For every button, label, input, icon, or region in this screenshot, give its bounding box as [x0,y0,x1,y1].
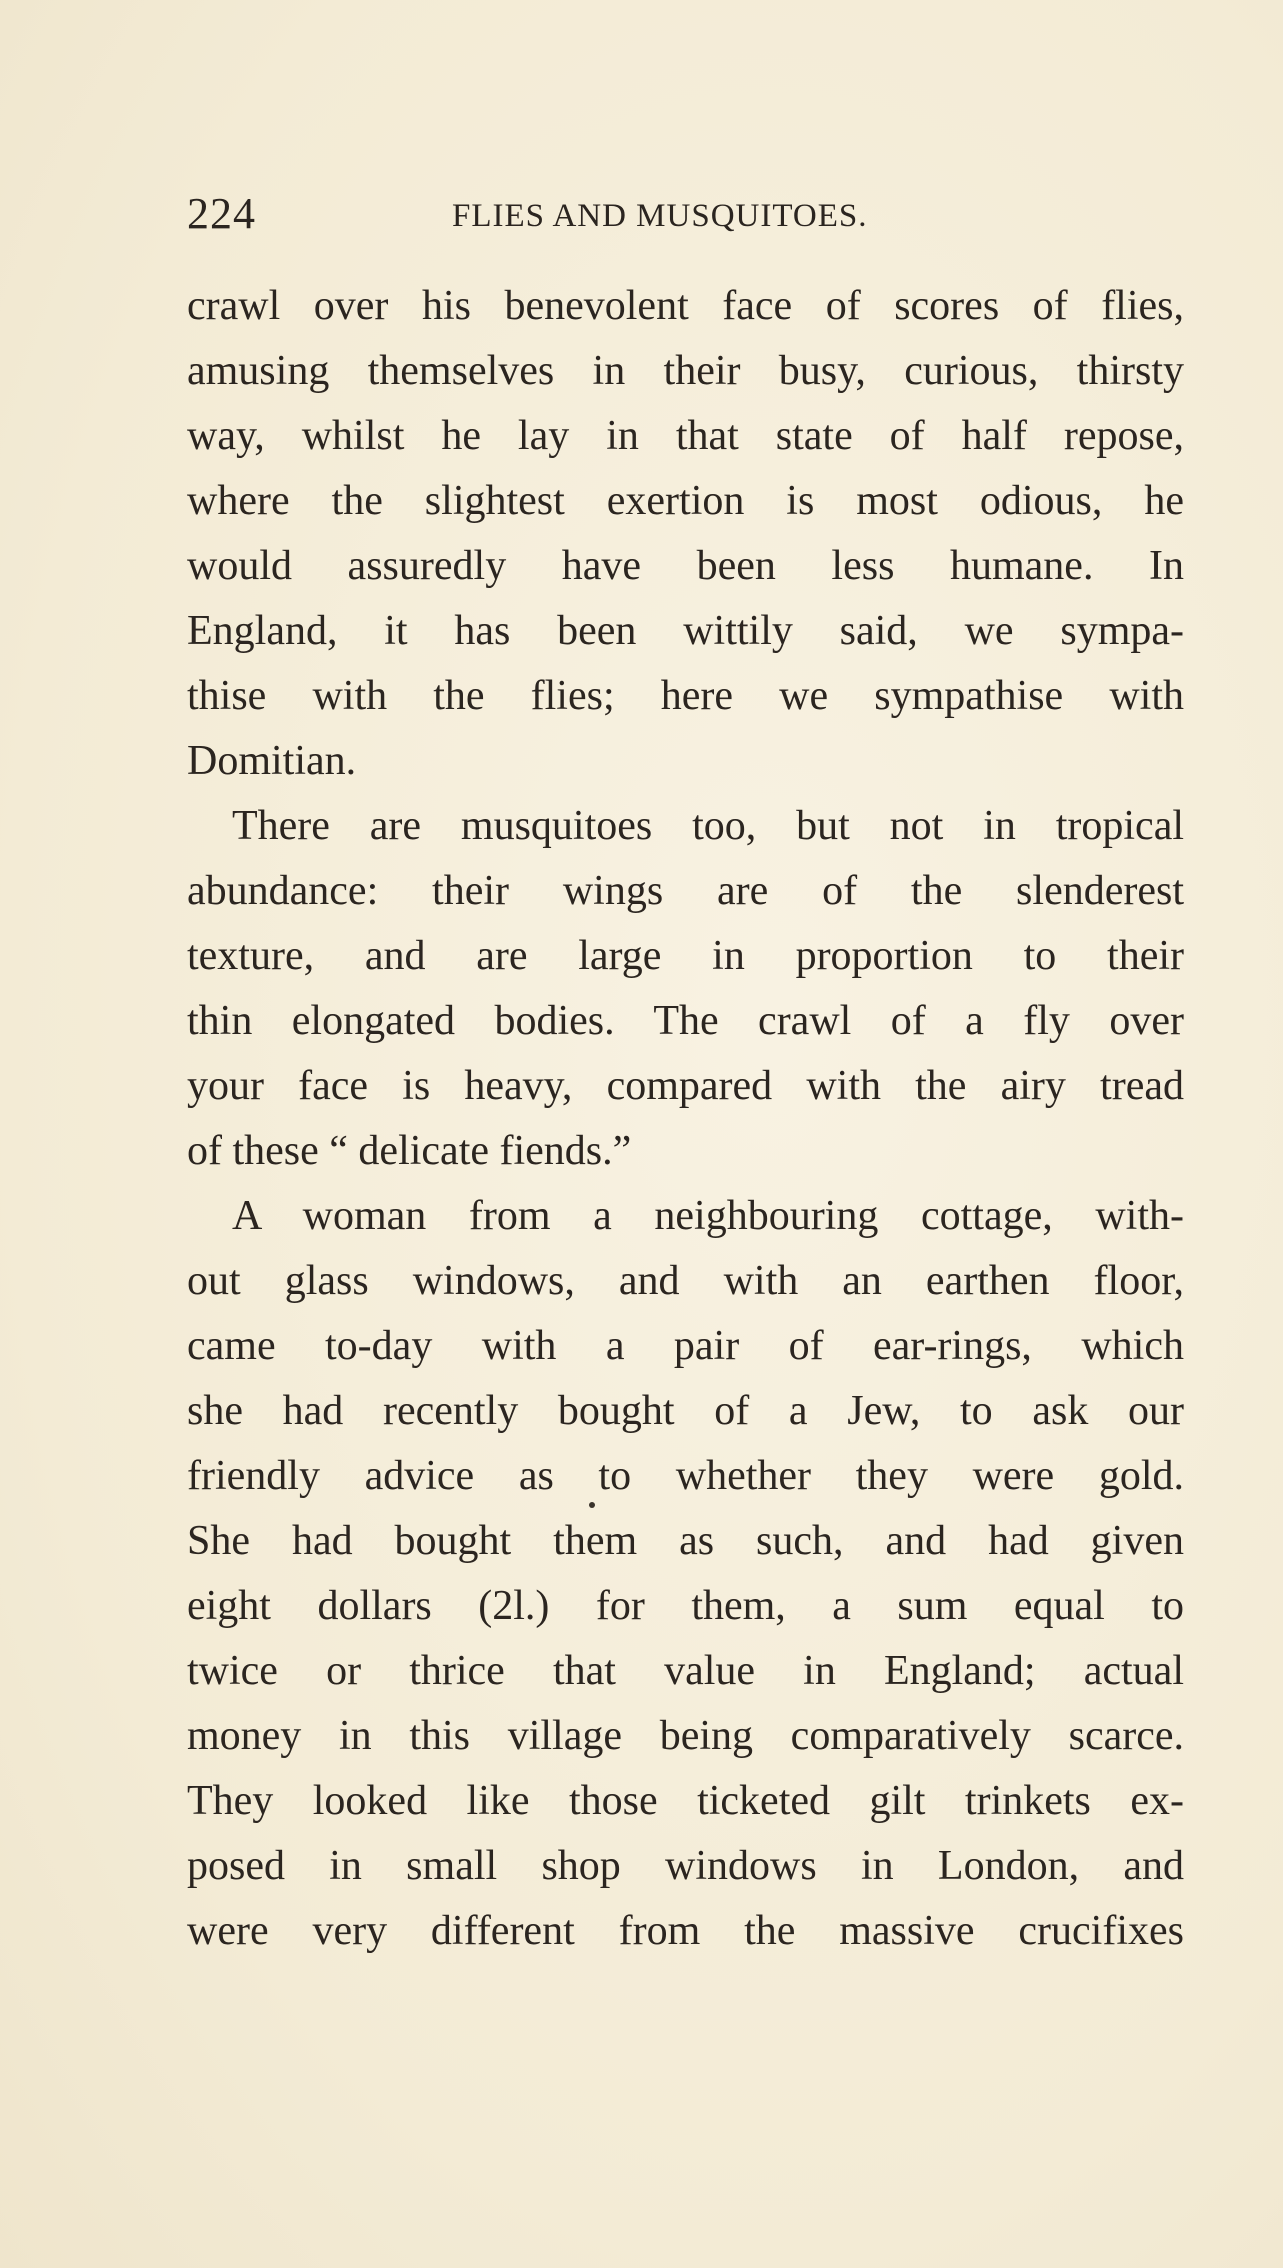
text-line: she had recently bought of a Jew, to ask our [187,1388,1184,1434]
text-line: of these “ delicate fiends.” [187,1128,632,1174]
text-line: eight dollars (2l.) for them, a sum equal to [187,1583,1184,1629]
text-line: texture, and are large in proportion to their [187,933,1184,979]
text-line: were very different from the massive crucifixes [187,1908,1184,1954]
paragraph-2 [187,794,1184,1184]
ink-speck [589,1502,595,1508]
text-line: would assuredly have been less humane. In [187,543,1184,589]
running-title: FLIES AND MUSQUITOES. [452,198,868,234]
text-line: thise with the flies; here we sympathise with [187,673,1184,719]
text-line: money in this village being comparatively scarce. [187,1713,1184,1759]
text-line: abundance: their wings are of the slenderest [187,868,1184,914]
paragraph-3 [187,1184,1184,1964]
text-line: twice or thrice that value in England; actual [187,1648,1184,1694]
text-line: They looked like those ticketed gilt trinkets ex- [187,1778,1184,1824]
text-line: out glass windows, and with an earthen floor, [187,1258,1184,1304]
text-line: friendly advice as to whether they were gold. [187,1453,1184,1499]
text-line: There are musquitoes too, but not in tropical [232,803,1184,849]
text-line: posed in small shop windows in London, and [187,1843,1184,1889]
page-number: 224 [187,189,256,238]
text-line: where the slightest exertion is most odious, he [187,478,1184,524]
page-header [187,188,1184,248]
text-line: crawl over his benevolent face of scores of flies, [187,283,1184,329]
text-line: came to-day with a pair of ear-rings, which [187,1323,1184,1369]
paragraph-1 [187,274,1184,794]
text-line: She had bought them as such, and had given [187,1518,1184,1564]
text-line: amusing themselves in their busy, curious, thirsty [187,348,1184,394]
text-line: A woman from a neighbouring cottage, with- [232,1193,1184,1239]
text-line: Domitian. [187,738,357,784]
text-line: your face is heavy, compared with the airy tread [187,1063,1184,1109]
text-line: England, it has been wittily said, we sympa- [187,608,1184,654]
text-line: way, whilst he lay in that state of half repose, [187,413,1184,459]
body-text [187,274,1184,1964]
text-line: thin elongated bodies. The crawl of a fly over [187,998,1184,1044]
